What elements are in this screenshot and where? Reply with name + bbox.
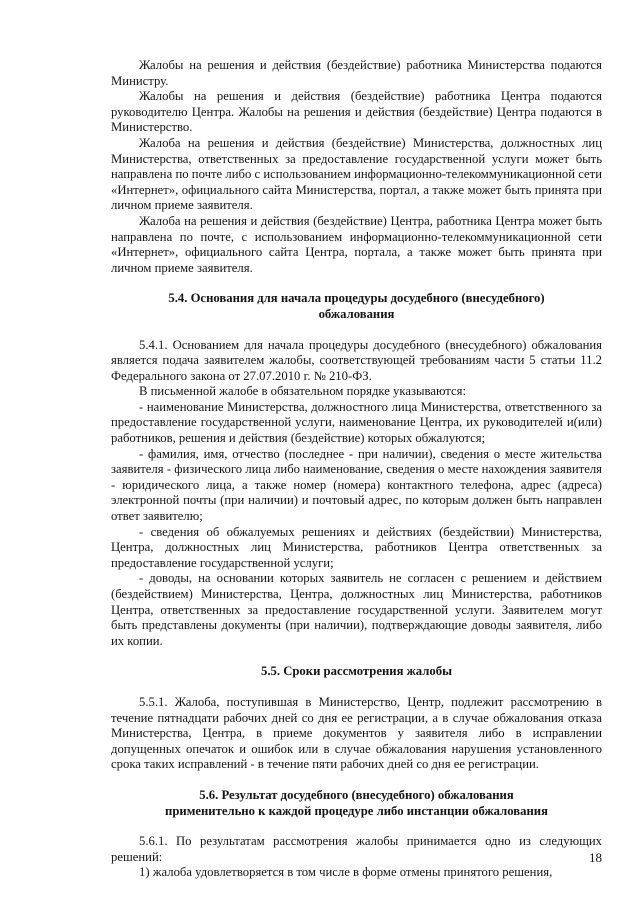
paragraph-complaint-to-minister: Жалобы на решения и действия (бездействие) работника Министерства подаются Министру. (111, 58, 602, 88)
page-number: 18 (589, 850, 602, 865)
paragraph-5-6-1: 5.6.1. По результатам рассмотрения жалобы принимается одно из следующих решений: (111, 834, 602, 864)
paragraph-5-6-1-item-1: 1) жалоба удовлетворяется в том числе в форме отмены принятого решения, (139, 865, 553, 880)
list-item-applicant-details: - фамилия, имя, отчество (последнее - при наличии), сведения о месте жительства заявителя - физического лица либо наименование, сведения о месте нахождения заявителя - юридического лица, а также номер (номера) контактного телефона, адрес (адреса) электронной почты (при наличии) и почтовый адрес, по которым должен быть направлен ответ заявителю; (111, 446, 602, 524)
paragraph-5-4-1: 5.4.1. Основанием для начала процедуры досудебного (внесудебного) обжалования является подача заявителем жалобы, соответствующей требованиям части 5 статьи 11.2 Федерального закона от 27.07.2010 г. № 210-ФЗ. (111, 337, 602, 383)
section-heading-5-5: 5.5. Сроки рассмотрения жалобы (261, 664, 452, 679)
section-heading-5-6-line2: применительно к каждой процедуре либо инстанции обжалования (165, 803, 548, 818)
paragraph-complaint-ministry-channels: Жалоба на решения и действия (бездействие) Министерства, должностных лиц Министерства, ответственных за предоставление государственной услуги может быть направлена по почте либо с использованием информационно-телекоммуникационной сети «Интернет», официального сайта Министерства, портал, а также может быть принята при личном приеме заявителя. (111, 135, 602, 213)
list-item-arguments: - доводы, на основании которых заявитель не согласен с решением и действием (бездействием) Министерства, Центра, должностных лиц Министерства, работников Центра, ответственных за предоставление государственной услуги. Заявителем могут быть представлены документы (при наличии), подтверждающие доводы заявителя, либо их копии. (111, 571, 602, 648)
paragraph-list-intro: В письменной жалобе в обязательном порядке указываются: (139, 384, 466, 399)
section-heading-5-6-line1: 5.6. Результат досудебного (внесудебного) обжалования (199, 787, 514, 802)
paragraph-complaint-center-channels: Жалоба на решения и действия (бездействие) Центра, работника Центра может быть направлена по почте, с использованием информационно-телекоммуникационной сети «Интернет», официального сайта Центра, портала, а также может быть принята при личном приеме заявителя. (111, 213, 602, 275)
section-heading-5-4: 5.4. Основания для начала процедуры досудебного (внесудебного) обжалования (168, 291, 545, 321)
section-heading-5-6 (111, 788, 602, 819)
list-item-appealed-decisions: - сведения об обжалуемых решениях и действиях (бездействии) Министерства, Центра, должностных лиц Министерства, работников Центра ответственных за предоставление государственной услуги; (111, 524, 602, 570)
paragraph-5-5-1: 5.5.1. Жалоба, поступившая в Министерство, Центр, подлежит рассмотрению в течение пятнадцати рабочих дней со дня ее регистрации, а в случае обжалования отказа Министерства, Центра, в приеме документов у заявителя либо в исправлении допущенных опечаток и ошибок или в случае обжалования нарушения установленного срока таких исправлений - в течение пяти рабочих дней со дня ее регистрации. (111, 694, 602, 772)
paragraph-complaint-to-center-head: Жалобы на решения и действия (бездействие) работника Центра подаются руководителю Центра. Жалобы на решения и действия (бездействие) Центра подаются в Министерство. (111, 89, 602, 135)
list-item-ministry-name: - наименование Министерства, должностного лица Министерства, ответственного за предоставление государственной услуги, наименование Центра, их руководителей и(или) работников, решения и действия (бездействие) которых обжалуются; (111, 399, 602, 446)
